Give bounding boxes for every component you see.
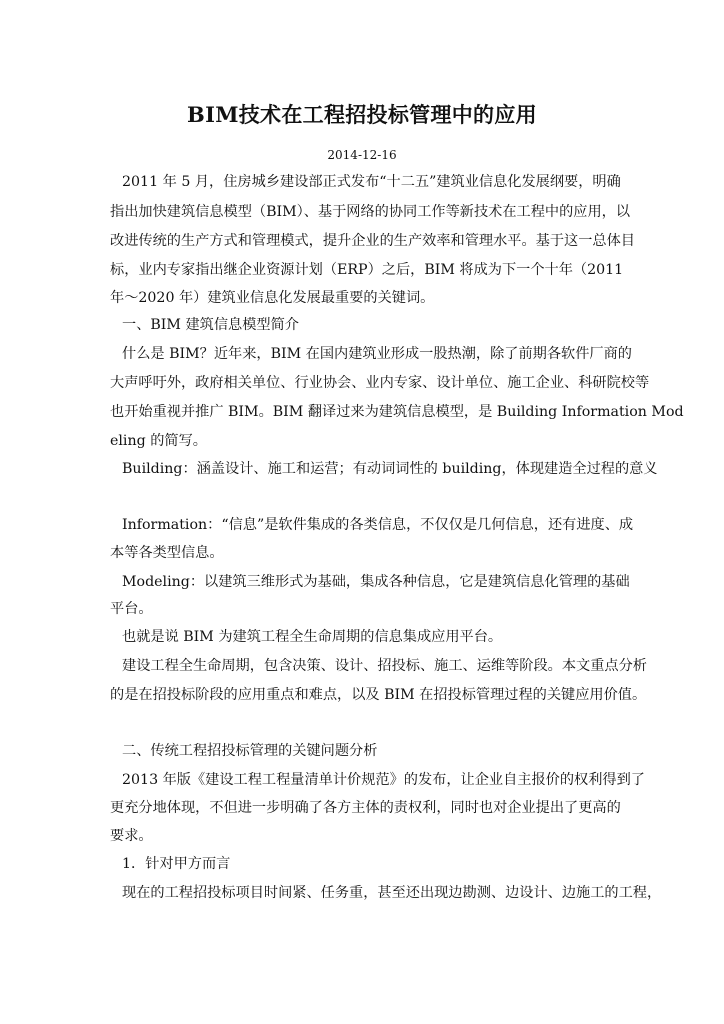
paragraph-line: 标，业内专家指出继企业资源计划（ERP）之后，BIM 将成为下一个十年（2011 — [110, 262, 624, 278]
paragraph-line: 的是在招投标阶段的应用重点和难点，以及 BIM 在招投标管理过程的关键应用价值。 — [110, 687, 647, 703]
paragraph-line: 平台。 — [110, 601, 153, 617]
document-title: BIM技术在工程招投标管理中的应用 — [187, 102, 537, 127]
paragraph-line: Information：“信息”是软件集成的各类信息，不仅仅是几何信息，还有进度、成 — [122, 517, 634, 533]
paragraph-line: eling 的简写。 — [110, 433, 207, 449]
document-date: 2014-12-16 — [327, 148, 397, 162]
paragraph-line: 大声呼吁外，政府相关单位、行业协会、业内专家、设计单位、施工企业、科研院校等 — [110, 375, 650, 391]
section-heading: 一、BIM 建筑信息模型简介 — [122, 317, 299, 333]
section-heading: 二、传统工程招投标管理的关键问题分析 — [122, 743, 378, 759]
paragraph-line: 现在的工程招投标项目时间紧、任务重，甚至还出现边勘测、边设计、边施工的工程， — [122, 885, 662, 901]
paragraph-line: 也就是说 BIM 为建筑工程全生命周期的信息集成应用平台。 — [122, 629, 503, 645]
paragraph-line: 要求。 — [110, 828, 153, 844]
paragraph-line: 建设工程全生命周期，包含决策、设计、招投标、施工、运维等阶段。本文重点分析 — [122, 658, 647, 674]
paragraph-line: 改进传统的生产方式和管理模式，提升企业的生产效率和管理水平。基于这一总体目 — [110, 233, 635, 249]
paragraph-line: 更充分地体现，不但进一步明确了各方主体的责权利，同时也对企业提出了更高的 — [110, 800, 621, 816]
paragraph-line: 2011 年 5 月，住房城乡建设部正式发布“十二五”建筑业信息化发展纲要，明确 — [122, 174, 621, 190]
paragraph-line: 年～2020 年）建筑业信息化发展最重要的关键词。 — [110, 290, 435, 306]
paragraph-line: Building：涵盖设计、施工和运营；有动词词性的 building，体现建造全过程的意义 — [122, 461, 658, 477]
paragraph-line: 2013 年版《建设工程工程量清单计价规范》的发布，让企业自主报价的权利得到了 — [122, 772, 645, 788]
paragraph-line: Modeling：以建筑三维形式为基础，集成各种信息，它是建筑信息化管理的基础 — [122, 574, 630, 590]
paragraph-line: 本等各类型信息。 — [110, 545, 224, 561]
paragraph-line: 什么是 BIM？近年来，BIM 在国内建筑业形成一股热潮，除了前期各软件厂商的 — [122, 346, 632, 362]
paragraph-line: 也开始重视并推广 BIM。BIM 翻译过来为建筑信息模型，是 Building Information Mod — [110, 404, 684, 420]
paragraph-line: 指出加快建筑信息模型（BIM）、基于网络的协同工作等新技术在工程中的应用，以 — [110, 204, 631, 220]
subsection-heading: 1．针对甲方而言 — [122, 856, 231, 872]
